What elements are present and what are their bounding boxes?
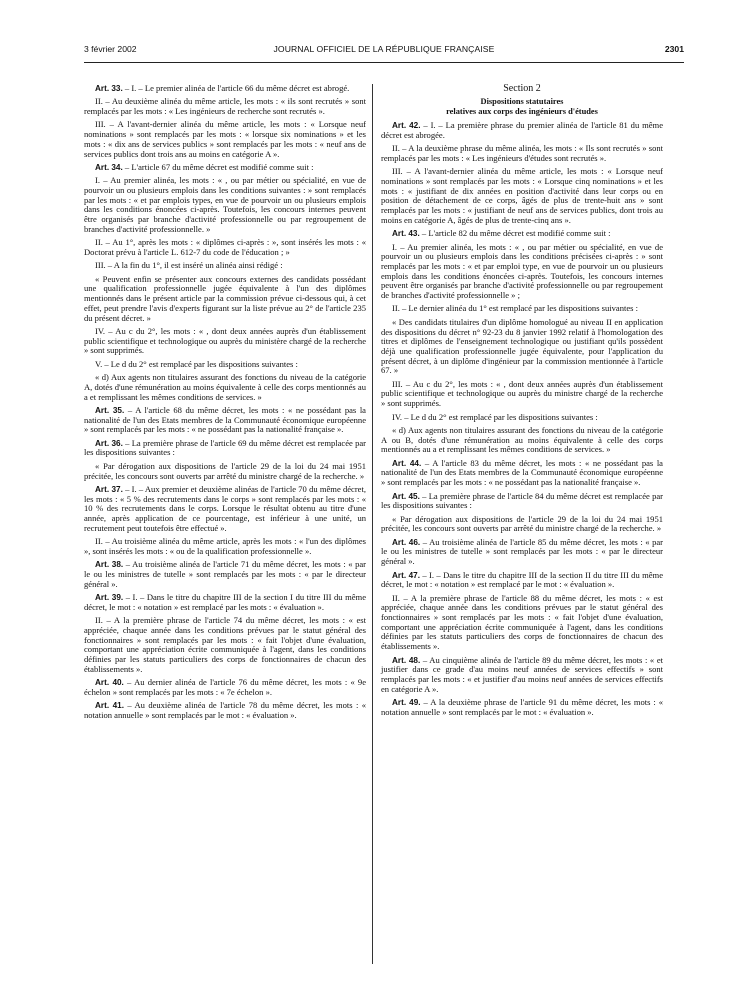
paragraph-text: – A la deuxième phrase de l'article 91 du même décret, les mots : « notation annuelle » sont remplacés par le mot : « évaluation ». [381, 697, 663, 717]
paragraph-text: II. – Au deuxième alinéa du même article, les mots : « ils sont recrutés » sont remplacés par les mots : « Les ingénieurs de recherche sont recrutés ». [84, 96, 366, 117]
article-number: Art. 43. [392, 229, 420, 239]
article-number: Art. 37. [95, 484, 123, 494]
article-number: Art. 34. [95, 162, 123, 172]
paragraph-text: III. – A la fin du 1°, il est inséré un alinéa ainsi rédigé : [95, 260, 283, 271]
paragraph-text: « d) Aux agents non titulaires assurant des fonctions du niveau de la catégorie A ou B, dotés d'une rémunération au moins équivalente à celle des corps mentionnés au a et remplissant les mêmes conditions de services. » [381, 424, 663, 455]
article-paragraph [381, 229, 663, 239]
paragraph [381, 304, 663, 314]
paragraph [84, 373, 366, 402]
paragraph-text: « Peuvent enfin se présenter aux concours externes des candidats possédant une qualification professionnelle jugée équivalente à l'un des diplômes mentionnés dans le présent article par la commission prévue ci-dessous qui, à cet effet, peut prendre l'avis d'experts figurant sur la liste prévue au 2° de l'article 235 du présent décret. » [84, 273, 366, 323]
paragraph [381, 144, 663, 163]
paragraph [381, 413, 663, 423]
paragraph [84, 360, 366, 370]
paragraph [84, 537, 366, 556]
paragraph [381, 380, 663, 409]
article-paragraph [84, 439, 366, 458]
paragraph-text: – Au cinquième alinéa de l'article 89 du même décret, les mots : « et justifier dans ce grade d'au moins neuf années de services effectifs » sont remplacés par les mots : « et justifier d'au moins neuf années de services effectifs en catégorie A ». [381, 654, 663, 694]
paragraph-text: V. – Le d du 2° est remplacé par les dispositions suivantes : [95, 358, 298, 369]
article-number: Art. 36. [95, 438, 123, 448]
right-column [381, 84, 663, 721]
paragraph-text: IV. – Le d du 2° est remplacé par les dispositions suivantes : [392, 411, 598, 422]
paragraph [84, 261, 366, 271]
paragraph [381, 515, 663, 534]
paragraph [381, 594, 663, 652]
paragraph [84, 176, 366, 234]
article-number: Art. 38. [95, 560, 124, 570]
article-paragraph [84, 701, 366, 720]
paragraph [381, 167, 663, 225]
paragraph-text: – L'article 67 du même décret est modifié comme suit : [122, 161, 314, 172]
paragraph-text: II. – Au troisième alinéa du même article, après les mots : « l'un des diplômes », sont insérés les mots : « ou de la qualification professionnelle ». [84, 536, 366, 556]
paragraph-text: – I. – Dans le titre du chapitre III de la section II du titre III du même décret, le mot : « notation » est remplacé par le mot : « évaluation ». [381, 569, 663, 590]
paragraph-text: III. – Au c du 2°, les mots : « , dont deux années auprès d'un établissement public scientifique et technologique ou auprès du ministre chargé de la recherche » sont supprimés. [381, 378, 663, 409]
paragraph-text: – I. – Le premier alinéa de l'article 66 du même décret est abrogé. [122, 83, 350, 93]
paragraph-text: – Au dernier alinéa de l'article 76 du même décret, les mots : « 9e échelon » sont remplacés par les mots : « 7e échelon ». [84, 677, 366, 697]
article-paragraph [381, 656, 663, 695]
paragraph-text: – I. – La première phrase du premier alinéa de l'article 81 du même décret est abrogée. [381, 120, 663, 140]
article-paragraph [84, 485, 366, 534]
paragraph-text: « Par dérogation aux dispositions de l'article 29 de la loi du 24 mai 1951 précitée, les concours sont ouverts par arrêté du ministre chargé de la recherche. » [84, 460, 366, 481]
paragraph-text: – I. – Dans le titre du chapitre III de la section I du titre III du même décret, le mot : « notation » est remplacé par les mots : « évaluation ». [84, 592, 366, 612]
paragraph-text: – Au deuxième alinéa de l'article 78 du même décret, les mots : « notation annuelle » sont remplacés par le mot : « évaluation ». [84, 700, 366, 720]
section-title [381, 97, 663, 117]
article-paragraph [381, 538, 663, 567]
article-number: Art. 39. [95, 593, 124, 603]
article-paragraph [84, 678, 366, 697]
paragraph-text: « Des candidats titulaires d'un diplôme homologué au niveau II en application des dispositions du décret n° 92-23 du 8 janvier 1992 relatif à l'homologation des titres et diplômes de l'enseignement technologique ou justifiant qu'ils possèdent déjà une qualification professionnelle jugée équivalente, pour l'application du présent décret, à un diplôme d'ingénieur par la commission mentionnée à l'article 67. » [381, 316, 663, 376]
paragraph-text: – I. – Aux premier et deuxième alinéas de l'article 70 du même décret, les mots : « 5 % des recrutements dans le corps » sont remplacés par les mots : « 10 % des recrutements dans le corps. Lorsque le résultat obtenu au titre d'une année, après application de ce pourcentage, est inférieur à une unité, un recrutement peut toutefois être effectué ». [84, 483, 366, 533]
article-number: Art. 48. [392, 655, 421, 665]
article-paragraph [381, 492, 663, 511]
paragraph [84, 327, 366, 356]
paragraph-text: III. – A l'avant-dernier alinéa du même article, les mots : « Lorsque neuf nominations » sont remplacés par les mots : « lorsque six nominations » et les mots : « dix ans de services publics » sont remplacés par les mots : « neuf ans de services publics dont trois ans au moins en catégorie A ». [84, 119, 366, 159]
paragraph [84, 238, 366, 257]
article-paragraph [84, 560, 366, 589]
paragraph-text: – L'article 82 du même décret est modifié comme suit : [419, 228, 611, 239]
paragraph-text: « d) Aux agents non titulaires assurant des fonctions du niveau de la catégorie A, dotés d'une rémunération au moins équivalente à celle des corps mentionnés au a et remplissant les mêmes conditions de services. » [84, 372, 366, 402]
article-number: Art. 40. [95, 678, 124, 688]
paragraph [84, 462, 366, 481]
paragraph-text: – La première phrase de l'article 84 du même décret est remplacée par les dispositions suivantes : [381, 490, 663, 511]
paragraph [84, 120, 366, 159]
paragraph [84, 97, 366, 116]
paragraph [84, 275, 366, 324]
page-header [84, 44, 684, 58]
header-title: JOURNAL OFFICIEL DE LA RÉPUBLIQUE FRANÇAISE [273, 44, 495, 54]
article-number: Art. 42. [392, 121, 421, 131]
paragraph-text: I. – Au premier alinéa, les mots : « , ou par métier ou spécialité, en vue de pourvoir un ou plusieurs emplois dans les conditions suivantes : » sont remplacés par les mots : « et par emplois types, en vue de pourvoir un ou plusieurs emplois dans les conditions énoncées ci-après. Toutefois, les concours internes peuvent être organisés par branche d'activité professionnelle ou par regroupement de branches d'activité professionnelle. » [84, 175, 366, 234]
page-number: 2301 [664, 44, 684, 54]
paragraph-text: – La première phrase de l'article 69 du même décret est remplacée par les dispositions suivantes : [84, 437, 366, 458]
paragraph [84, 616, 366, 674]
paragraph-text: II. – Au 1°, après les mots : « diplômes ci-après : », sont insérés les mots : « Doctorat prévu à l'article L. 612-7 du code de l'éducation ; » [84, 237, 366, 257]
paragraph-text: – A l'article 83 du même décret, les mots : « ne possédant pas la nationalité de l'un des Etats membres de la Communauté économique européenne » sont remplacés par les mots : « ne possédant pas la nationalité française ». [381, 457, 663, 488]
article-paragraph [84, 84, 366, 94]
paragraph-text: I. – Au premier alinéa, les mots : « , ou par métier ou spécialité, en vue de pourvoir un ou plusieurs emplois dans les conditions précisées ci-après : » sont remplacés par les mots : « et par emploi type, en vue de pourvoir un ou plusieurs emplois dans les conditions énoncées ci-après. Toutefois, les concours internes peuvent être organisés par branche d'activité professionnelle ou par regroupement de branches d'activité professionnelle » ; [381, 241, 663, 301]
header-date: 3 février 2002 [84, 44, 137, 54]
article-paragraph [381, 459, 663, 488]
article-number: Art. 45. [392, 491, 420, 501]
paragraph-text: II. – A la première phrase de l'article 88 du même décret, les mots : « est appréciée, chaque année dans les conditions prévues par le statut général des fonctionnaires » sont remplacés par les mots : « fait l'objet d'une évaluation, comportant une appréciation écrite communiquée à l'agent, dans les conditions définies par les statuts particuliers des corps de fonctionnaires de chacun des établissements ». [381, 592, 663, 652]
section-title-line-1: Dispositions statutaires [480, 97, 564, 107]
paragraph-text: – Au troisième alinéa de l'article 85 du même décret, les mots : « par le ou les ministres de tutelle » sont remplacés par les mots : « par le directeur général ». [381, 536, 663, 567]
paragraph-text: – A l'article 68 du même décret, les mots : « ne possédant pas la nationalité de l'un des Etats membres de la Communauté économique européenne » sont remplacés par les mots : « ne possédant pas la nationalité française ». [84, 404, 366, 435]
article-number: Art. 33. [95, 84, 123, 93]
article-paragraph [381, 698, 663, 717]
article-paragraph [84, 593, 366, 612]
paragraph-text: II. – A la première phrase de l'article 74 du même décret, les mots : « est appréciée, chaque année dans les conditions prévues par le statut général des fonctionnaires » sont remplacés par les mots : « fait l'objet d'une évaluation, comportant une appréciation écrite communiquée à l'agent, dans les conditions définies par les statuts particuliers des corps de fonctionnaires de chacun des établissements ». [84, 615, 366, 674]
article-number: Art. 35. [95, 405, 125, 415]
paragraph-text: III. – A l'avant-dernier alinéa du même article, les mots : « Lorsque neuf nominations » sont remplacés par les mots : « Lorsque cinq nominations » et les mots : « justifiant de dix années en position d'activité dans leur corps ou en position de détachement de ce corps, âgés de plus de trente-huit ans » sont remplacés par les mots : « justifiant de neuf ans de services publics, dont trois au moins en catégorie A, âgés de plus de trente-cinq ans ». [381, 166, 663, 225]
section-title-line-2: relatives aux corps des ingénieurs d'études [446, 107, 598, 117]
article-paragraph [381, 571, 663, 590]
article-paragraph [84, 406, 366, 435]
column-divider [372, 84, 373, 964]
article-number: Art. 44. [392, 458, 422, 468]
article-number: Art. 47. [392, 570, 421, 580]
paragraph [381, 243, 663, 301]
article-number: Art. 46. [392, 537, 421, 547]
section-label: Section 2 [503, 83, 541, 94]
paragraph [381, 426, 663, 455]
article-paragraph [381, 121, 663, 140]
paragraph-text: II. – A la deuxième phrase du même alinéa, les mots : « Ils sont recrutés » sont remplacés par les mots : « Les ingénieurs d'études sont recrutés ». [381, 143, 663, 163]
paragraph-text: – Au troisième alinéa de l'article 71 du même décret, les mots : « par le ou les ministres de tutelle » sont remplacés par les mots : « par le directeur général ». [84, 559, 366, 589]
header-rule [84, 62, 684, 63]
paragraph [381, 318, 663, 376]
paragraph-text: IV. – Au c du 2°, les mots : « , dont deux années auprès d'un établissement public scientifique et technologique ou auprès du ministère chargé de la recherche » sont supprimés. [84, 325, 366, 356]
paragraph-text: « Par dérogation aux dispositions de l'article 29 de la loi du 24 mai 1951 précitée, les concours sont ouverts par arrêté du ministre chargé de la recherche. » [381, 513, 663, 534]
article-paragraph [84, 163, 366, 173]
article-number: Art. 49. [392, 698, 421, 708]
left-column [84, 84, 366, 724]
article-number: Art. 41. [95, 701, 124, 711]
paragraph-text: II. – Le dernier alinéa du 1° est remplacé par les dispositions suivantes : [392, 303, 638, 314]
